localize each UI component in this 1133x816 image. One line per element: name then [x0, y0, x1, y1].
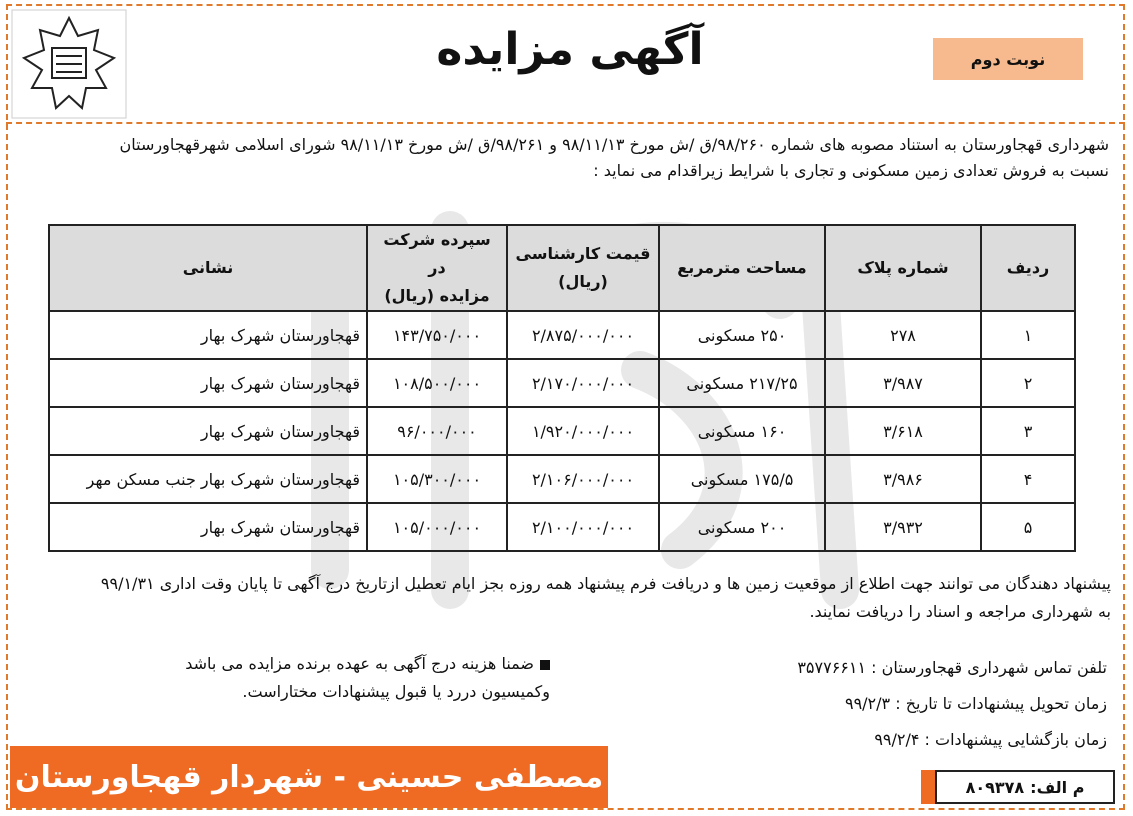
instructions-line: پیشنهاد دهندگان می توانند جهت اطلاع از موقعیت زمین ها و دریافت فرم پیشنهاد همه روزه بجز ایام تعطیل ازتاریخ درج آگهی تا پایان وقت اداری ۹۹/۱/۳۱: [100, 574, 1111, 593]
auction-table: [48, 224, 1076, 552]
cell-deposit: ۱۰۸/۵۰۰/۰۰۰: [367, 359, 507, 407]
divider: [6, 122, 1125, 124]
cell-plate: ۳/۶۱۸: [825, 407, 981, 455]
cell-area: ۲۱۷/۲۵ مسکونی: [659, 359, 825, 407]
round-badge: نوبت دوم: [933, 38, 1083, 80]
cell-row-number: ۳: [981, 407, 1075, 455]
note-text: ضمنا هزینه درج آگهی به عهده برنده مزایده می باشد: [185, 654, 534, 673]
cell-row-number: ۵: [981, 503, 1075, 551]
cell-address: قهجاورستان شهرک بهار: [49, 503, 367, 551]
ref-number: ۸۰۹۳۷۸: [965, 777, 1025, 797]
cell-price: ۲/۱۰۶/۰۰۰/۰۰۰: [507, 455, 659, 503]
table-row: [49, 311, 1075, 359]
cell-area: ۱۶۰ مسکونی: [659, 407, 825, 455]
table-row: [49, 455, 1075, 503]
cell-plate: ۳/۹۸۶: [825, 455, 981, 503]
cell-row-number: ۱: [981, 311, 1075, 359]
signature-band: [10, 746, 608, 808]
note-line: وکمیسیون دررد یا قبول پیشنهادات مختاراست.: [242, 682, 550, 701]
header-price-unit: (ریال): [558, 272, 608, 291]
cell-deposit: ۱۰۵/۰۰۰/۰۰۰: [367, 503, 507, 551]
signature-text: مصطفی حسینی - شهردار قهجاورستان: [14, 759, 604, 795]
table-row: [49, 359, 1075, 407]
header-plate: شماره پلاک: [825, 225, 981, 311]
intro-line: نسبت به فروش تعدادی زمین مسکونی و تجاری با شرایط زیراقدام می نماید :: [593, 161, 1109, 180]
header-price: [507, 225, 659, 311]
header-deposit-unit: مزایده (ریال): [384, 286, 490, 305]
note-line: [100, 650, 550, 678]
cell-price: ۲/۱۰۰/۰۰۰/۰۰۰: [507, 503, 659, 551]
ref-accent: [921, 770, 935, 804]
cell-price: ۲/۱۷۰/۰۰۰/۰۰۰: [507, 359, 659, 407]
header-deposit: [367, 225, 507, 311]
cell-area: ۲۰۰ مسکونی: [659, 503, 825, 551]
cell-deposit: ۱۰۵/۳۰۰/۰۰۰: [367, 455, 507, 503]
cell-row-number: ۲: [981, 359, 1075, 407]
page-title: آگهی مزایده: [436, 24, 704, 75]
header-price-line: قیمت کارشناسی: [515, 244, 651, 263]
cell-deposit: ۹۶/۰۰۰/۰۰۰: [367, 407, 507, 455]
square-bullet-icon: [540, 660, 550, 670]
contact-info: [667, 650, 1107, 758]
header-deposit-line: سپرده شرکت در: [383, 230, 491, 277]
table-row: [49, 407, 1075, 455]
phone-text: تلفن تماس شهرداری قهجاورستان : ۳۵۷۷۶۶۱۱: [797, 658, 1107, 677]
opening-date-text: زمان بازگشایی پیشنهادات : ۹۹/۲/۴: [874, 730, 1107, 749]
cell-area: ۲۵۰ مسکونی: [659, 311, 825, 359]
cell-plate: ۳/۹۳۲: [825, 503, 981, 551]
table-row: [49, 503, 1075, 551]
cell-address: قهجاورستان شهرک بهار: [49, 311, 367, 359]
ref-label: م الف:: [1030, 777, 1085, 797]
delivery-date-text: زمان تحویل پیشنهادات تا تاریخ : ۹۹/۲/۳: [844, 694, 1107, 713]
reference-box: [935, 770, 1115, 804]
instructions-paragraph: [16, 570, 1111, 626]
intro-paragraph: [19, 132, 1109, 184]
cell-address: قهجاورستان شهرک بهار جنب مسکن مهر: [49, 455, 367, 503]
cost-note: [100, 650, 550, 706]
cell-address: قهجاورستان شهرک بهار: [49, 359, 367, 407]
instructions-line: به شهرداری مراجعه و اسناد را دریافت نمایند.: [809, 602, 1111, 621]
cell-plate: ۲۷۸: [825, 311, 981, 359]
municipality-logo: [10, 8, 128, 120]
header-area: مساحت مترمربع: [659, 225, 825, 311]
header-address: نشانی: [49, 225, 367, 311]
cell-address: قهجاورستان شهرک بهار: [49, 407, 367, 455]
table-header-row: [49, 225, 1075, 311]
cell-area: ۱۷۵/۵ مسکونی: [659, 455, 825, 503]
emblem-icon: [10, 8, 128, 120]
header-row-number: ردیف: [981, 225, 1075, 311]
cell-deposit: ۱۴۳/۷۵۰/۰۰۰: [367, 311, 507, 359]
cell-price: ۱/۹۲۰/۰۰۰/۰۰۰: [507, 407, 659, 455]
cell-plate: ۳/۹۸۷: [825, 359, 981, 407]
cell-price: ۲/۸۷۵/۰۰۰/۰۰۰: [507, 311, 659, 359]
cell-row-number: ۴: [981, 455, 1075, 503]
intro-line: شهرداری قهجاورستان به استناد مصوبه های شماره ۹۸/۲۶۰/ق /ش مورخ ۹۸/۱۱/۱۳ و ۹۸/۲۶۱/ق /ش مورخ ۹۸/۱۱/۱۳ شورای اسلامی شهرقهجاورستان: [119, 135, 1109, 154]
